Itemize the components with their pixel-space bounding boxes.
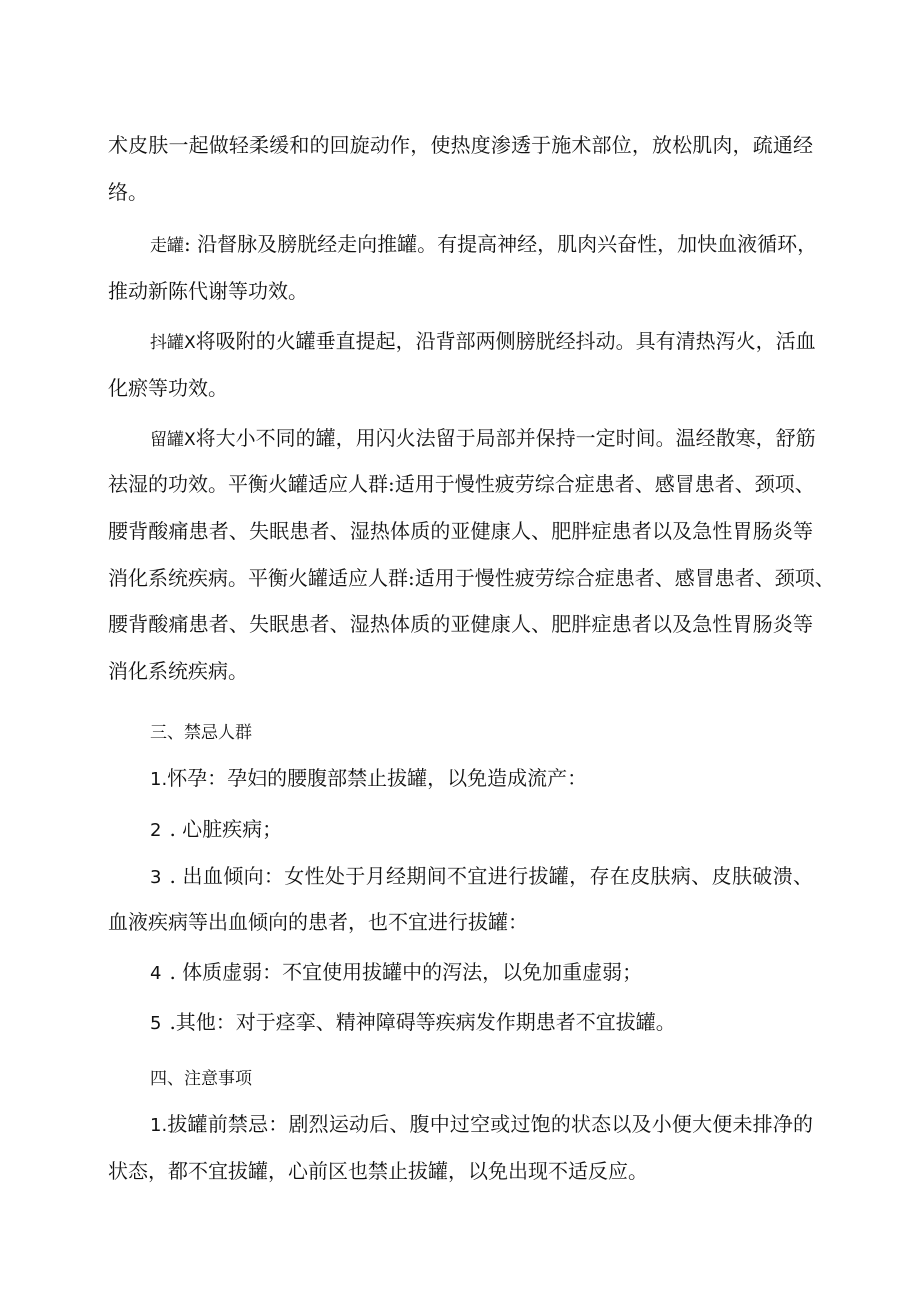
list-item-text: .其他：对于痉挛、精神障碍等疾病发作期患者不宜拔罐。 (169, 1010, 676, 1034)
shaking-cup-label: 抖罐X (150, 333, 196, 353)
paragraph-line: 络。 (108, 180, 148, 204)
paragraph-line: 术皮肤一起做轻柔缓和的回旋动作，使热度渗透于施术部位，放松肌肉，疏通经 (108, 133, 813, 157)
list-item-text: 拔罐前禁忌：剧烈运动后、腹中过空或过饱的状态以及小便大便未排净的 (167, 1112, 813, 1136)
list-number: 3 (150, 867, 162, 888)
list-item (150, 764, 813, 794)
paragraph-line: 化瘀等功效。 (108, 376, 228, 400)
shaking-cup-text: 将吸附的火罐垂直提起，沿背部两侧膀胱经抖动。具有清热泻火，活血 (195, 329, 816, 353)
list-item-continuation: 状态，都不宜拔罐，心前区也禁止拔罐，以免出现不适反应。 (108, 1159, 648, 1183)
retaining-cup-paragraph (150, 424, 816, 454)
retaining-cup-text: 将大小不同的罐，用闪火法留于局部并保持一定时间。温经散寒，舒筋 (195, 426, 816, 450)
list-item (150, 1008, 813, 1038)
list-item-text: 怀孕：孕妇的腰腹部禁止拔罐，以免造成流产： (167, 766, 588, 790)
walking-cup-label: 走罐 (150, 236, 184, 256)
walking-cup-text: : 沿督脉及膀胱经走向推罐。有提高神经，肌肉兴奋性，加快血液循环， (184, 232, 818, 256)
retaining-cup-label: 留罐X (150, 430, 196, 450)
list-item (150, 958, 813, 988)
list-item-text: . 体质虚弱：不宜使用拔罐中的泻法，以免加重虚弱； (169, 960, 643, 984)
section-heading: 三、禁忌人群 (150, 723, 252, 743)
shaking-cup-paragraph (150, 327, 816, 357)
list-item-continuation: 血液疾病等出血倾向的患者，也不宜进行拔罐： (108, 910, 528, 934)
paragraph-line: 推动新陈代谢等功效。 (108, 279, 308, 303)
list-item (150, 862, 813, 892)
section-heading: 四、注意事项 (150, 1069, 252, 1089)
paragraph-line: 消化系统疾病。平衡火罐适应人群:适用于慢性疲劳综合症患者、感冒患者、颈项、 (108, 566, 835, 590)
paragraph-line: 祛湿的功效。平衡火罐适应人群:适用于慢性疲劳综合症患者、感冒患者、颈项、 (108, 472, 815, 496)
list-item (150, 1110, 813, 1140)
list-item-text: . 心脏疾病； (169, 817, 283, 841)
paragraph-line: 消化系统疾病。 (108, 659, 248, 683)
list-item-text: . 出血倾向：女性处于月经期间不宜进行拔罐，存在皮肤病、皮肤破溃、 (169, 864, 813, 888)
paragraph-line: 腰背酸痛患者、失眠患者、湿热体质的亚健康人、肥胖症患者以及急性胃肠炎等 (108, 612, 813, 636)
highlighted-number: 1. (150, 769, 168, 790)
highlighted-number: 1. (150, 1115, 168, 1136)
walking-cup-paragraph (150, 230, 818, 260)
list-number: 5 (150, 1013, 162, 1034)
list-item (150, 815, 813, 845)
list-number: 2 (150, 820, 162, 841)
list-number: 4 (150, 963, 162, 984)
paragraph-line: 腰背酸痛患者、失眠患者、湿热体质的亚健康人、肥胖症患者以及急性胃肠炎等 (108, 519, 813, 543)
